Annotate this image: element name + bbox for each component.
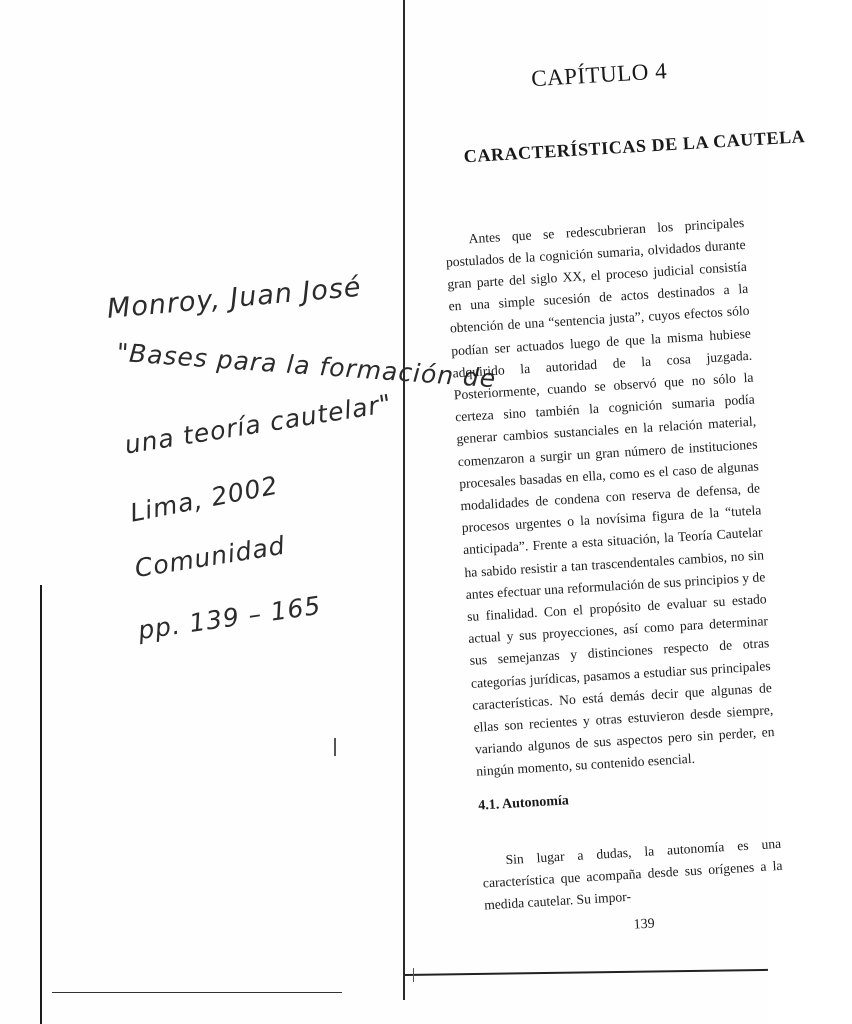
scan-mark-left [334,738,336,756]
handwritten-title-line2: una teoría cautelar" [122,388,394,460]
handwritten-place-year: Lima, 2002 [127,470,281,528]
chapter-label: CAPÍTULO 4 [530,58,668,92]
section-heading: 4.1. Autonomía [477,793,570,814]
scan-mark-right [413,968,414,982]
scan-bottom-rule-right [405,969,768,976]
scan-bottom-rule-left [52,992,342,993]
section-paragraph: Sin lugar a dudas, la autonomía es una característica que acompaña desde sus orígenes a la medida cautelar. Su impor- [482,835,783,913]
intro-paragraph: Antes que se redescubrieran los principales postulados de la cognición sumaria, olvidados durante gran parte del siglo XX, el proceso judicial consistía en una simple sucesión de actos destinados a la obtención de una “sentencia justa”, cuyos efectos sólo podían ser actuados luego de que la misma hubiese adquirido la autoridad de la cosa juzgada. Posteriormente, cuando se observó que no sólo la certeza sino también la cognición sumaria podía generar cambios sustanciales en la relación material, comenzaron a surgir un gran número de instituciones procesales basadas en ella, como es el caso de algunas modalidades de condena con reserva de defensa, de procesos urgentes o la novísima figura de la “tutela anticipada”. Frente a esta situación, la Teoría Cautelar ha sabido resistir a tan trascendentales cambios, no sin antes efectuar una reformulación de sus principios y de su finalidad. Con el propósito de evaluar su estado actual y sus proyecciones, así como para determinar sus semejanzas y distinciones respecto de otras categorías jurídicas, pasamos a estudiar sus principales características. No está demás decir que algunas de ellas son recientes y otras estuvieron desde siempre, variando algunos de sus aspectos pero sin perder, en ningún momento, su contenido esencial. [445,214,775,780]
page-number: 139 [633,916,656,933]
handwritten-title-line1: "Bases para la formación de [115,337,498,394]
handwritten-note [95,254,498,646]
handwritten-publisher: Comunidad [132,530,288,584]
scan-edge-line [40,585,42,1024]
chapter-title: CARACTERÍSTICAS DE LA CAUTELA [463,126,806,167]
handwritten-author: Monroy, Juan José [105,271,363,325]
book-gutter-line [403,0,405,1000]
handwritten-pages: pp. 139 – 165 [136,590,323,646]
printed-page [434,42,806,933]
